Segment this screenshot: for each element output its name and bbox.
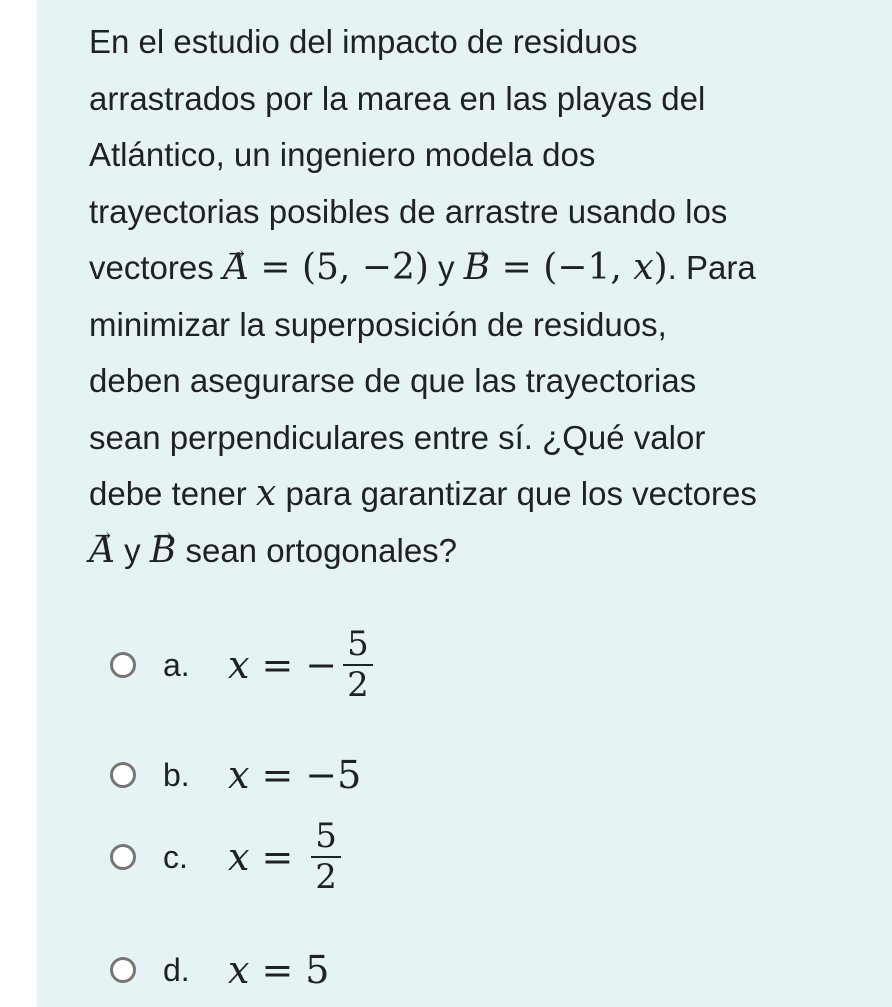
question-line: deben asegurarse de que las trayectorias xyxy=(89,362,697,399)
option-math xyxy=(228,753,361,797)
radio-button[interactable] xyxy=(110,652,136,678)
question-line-vectors xyxy=(89,240,849,297)
variable-x: x xyxy=(633,247,654,288)
option-math xyxy=(228,817,341,897)
option-b[interactable] xyxy=(110,740,362,810)
vector-a-value: = (5, −2) xyxy=(248,247,429,288)
vector-b-close: ) xyxy=(653,247,668,288)
option-d[interactable] xyxy=(110,935,330,1005)
equals-sign: = xyxy=(261,948,294,992)
text-fragment: . Para xyxy=(667,249,756,286)
variable-x: x xyxy=(228,753,250,797)
radio-button[interactable] xyxy=(110,844,136,870)
variable-x: x xyxy=(228,835,250,879)
option-a[interactable] xyxy=(110,623,369,705)
option-c[interactable] xyxy=(110,815,337,897)
variable-x: x xyxy=(255,473,277,514)
fraction xyxy=(343,625,373,705)
question-line: En el estudio del impacto de residuos xyxy=(89,23,638,60)
question-line xyxy=(89,466,849,523)
option-letter: c. xyxy=(163,838,188,875)
question-text xyxy=(89,14,849,579)
vector-b-symbol: → B xyxy=(150,523,176,580)
vector-a-expression xyxy=(223,247,429,288)
option-math xyxy=(228,948,329,992)
question-line: Atlántico, un ingeniero modela dos xyxy=(89,136,596,173)
vector-b-expression xyxy=(464,247,668,288)
fraction xyxy=(311,817,341,897)
vector-a-symbol: → A xyxy=(89,523,115,580)
text-fragment: y xyxy=(428,249,464,286)
variable-x: x xyxy=(228,643,250,687)
denominator: 2 xyxy=(315,857,337,897)
denominator: 2 xyxy=(347,665,369,705)
equals-sign: = xyxy=(261,643,294,687)
option-math xyxy=(228,625,373,705)
text-fragment: sean ortogonales? xyxy=(176,531,458,569)
numerator: 5 xyxy=(343,625,373,666)
numerator: 5 xyxy=(311,817,341,858)
radio-button[interactable] xyxy=(110,762,136,788)
question-line: minimizar la superposición de residuos, xyxy=(89,305,667,343)
radio-button[interactable] xyxy=(110,957,136,983)
text-fragment: vectores xyxy=(89,249,223,286)
vector-b-value: = (−1, xyxy=(490,247,634,288)
question-line: trayectorias posibles de arrastre usando los xyxy=(89,192,728,230)
variable-x: x xyxy=(228,948,250,992)
text-fragment: y xyxy=(115,531,150,569)
question-line: arrastrados por la marea en las playas del xyxy=(89,79,706,117)
option-letter: d. xyxy=(163,951,190,988)
question-line xyxy=(89,523,849,580)
option-letter: b. xyxy=(163,756,190,793)
question-line: sean perpendiculares entre sí. ¿Qué valor xyxy=(89,418,706,456)
vector-b-symbol: → B xyxy=(464,240,490,297)
equals-sign: = xyxy=(261,753,294,797)
equals-sign: = xyxy=(261,835,294,879)
vector-a-symbol: → A xyxy=(223,240,249,297)
text-fragment: para garantizar que los vectores xyxy=(276,475,757,512)
option-value: −5 xyxy=(305,753,362,797)
minus-sign: − xyxy=(305,643,338,687)
text-fragment: debe tener xyxy=(89,475,256,512)
option-value: 5 xyxy=(305,948,330,992)
option-letter: a. xyxy=(163,646,190,683)
